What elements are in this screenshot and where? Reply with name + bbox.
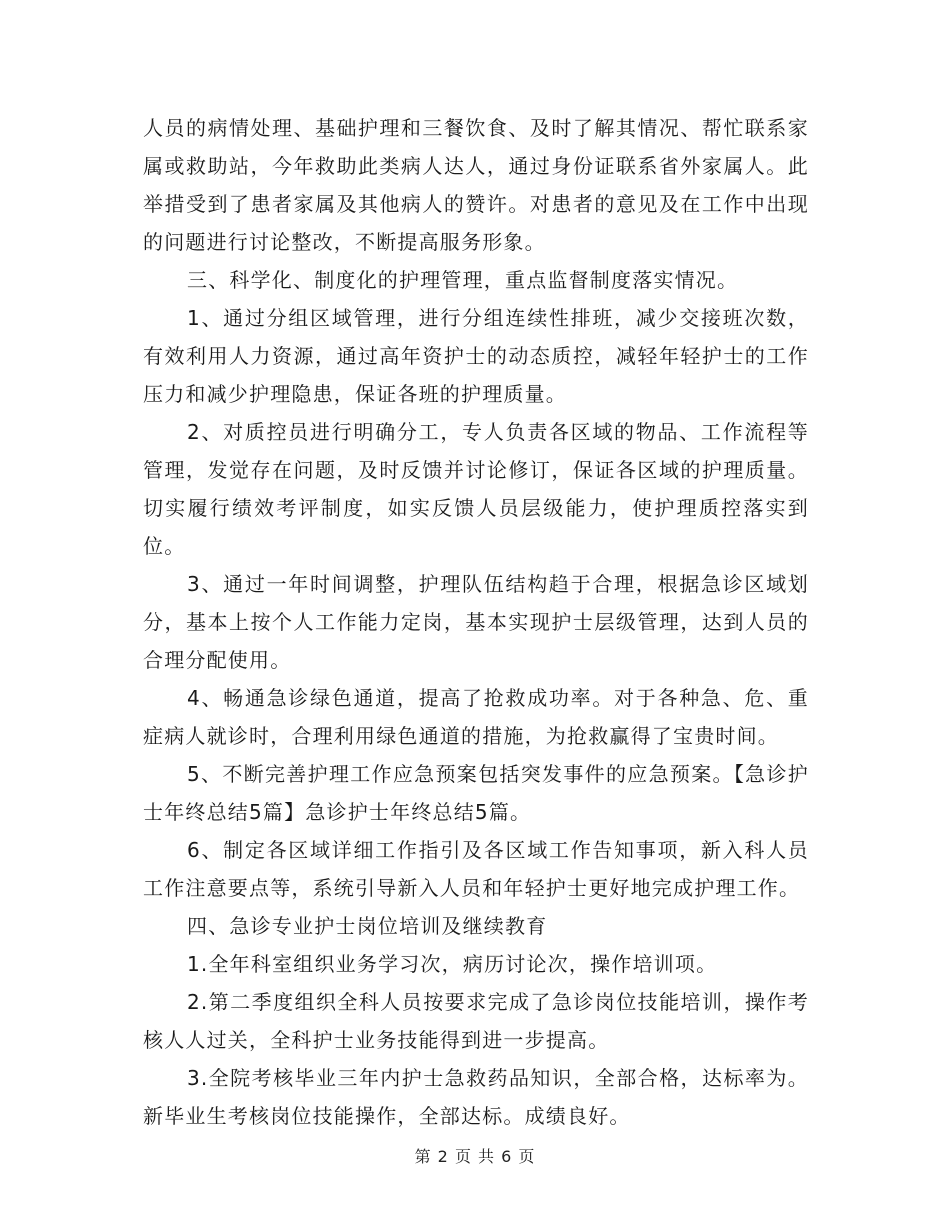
section-heading-3: 三、科学化、制度化的护理管理，重点监督制度落实情况。 — [187, 268, 739, 292]
list-item-3-4: 4、畅通急诊绿色通道，提高了抢救成功率。对于各种急、危、重症病人就诊时，合理利用绿色通道的措施，为抢救赢得了宝贵时间。 — [143, 686, 809, 748]
list-item-3-6: 6、制定各区域详细工作指引及各区域工作告知事项，新入科人员工作注意要点等，系统引导新入人员和年轻护士更好地完成护理工作。 — [143, 838, 809, 900]
list-item-4-3: 3.全院考核毕业三年内护士急救药品知识，全部合格，达标率为。新毕业生考核岗位技能操作，全部达标。成绩良好。 — [143, 1066, 809, 1128]
list-item-4-2: 2.第二季度组织全科人员按要求完成了急诊岗位技能培训，操作考核人人过关，全科护士业务技能得到进一步提高。 — [143, 990, 809, 1052]
document-body — [143, 109, 809, 1135]
page-number-footer: 第 2 页 共 6 页 — [414, 1147, 536, 1166]
list-item-3-1: 1、通过分组区域管理，进行分组连续性排班，减少交接班次数，有效利用人力资源，通过高年资护士的动态质控，减轻年轻护士的工作压力和减少护理隐患，保证各班的护理质量。 — [143, 306, 809, 406]
list-item-3-3: 3、通过一年时间调整，护理队伍结构趋于合理，根据急诊区域划分，基本上按个人工作能力定岗，基本实现护士层级管理，达到人员的合理分配使用。 — [143, 572, 809, 672]
paragraph-continuation: 人员的病情处理、基础护理和三餐饮食、及时了解其情况、帮忙联系家属或救助站，今年救助此类病人达人，通过身份证联系省外家属人。此举措受到了患者家属及其他病人的赞许。对患者的意见及在工作中出现的问题进行讨论整改，不断提高服务形象。 — [143, 116, 809, 254]
section-heading-4: 四、急诊专业护士岗位培训及继续教育 — [187, 914, 548, 938]
list-item-3-5: 5、不断完善护理工作应急预案包括突发事件的应急预案。【急诊护士年终总结5篇】急诊护士年终总结5篇。 — [143, 762, 809, 824]
list-item-3-2: 2、对质控员进行明确分工，专人负责各区域的物品、工作流程等管理，发觉存在问题，及时反馈并讨论修订，保证各区域的护理质量。切实履行绩效考评制度，如实反馈人员层级能力，使护理质控落实到位。 — [143, 420, 809, 558]
list-item-4-1: 1.全年科室组织业务学习次，病历讨论次，操作培训项。 — [187, 952, 718, 976]
